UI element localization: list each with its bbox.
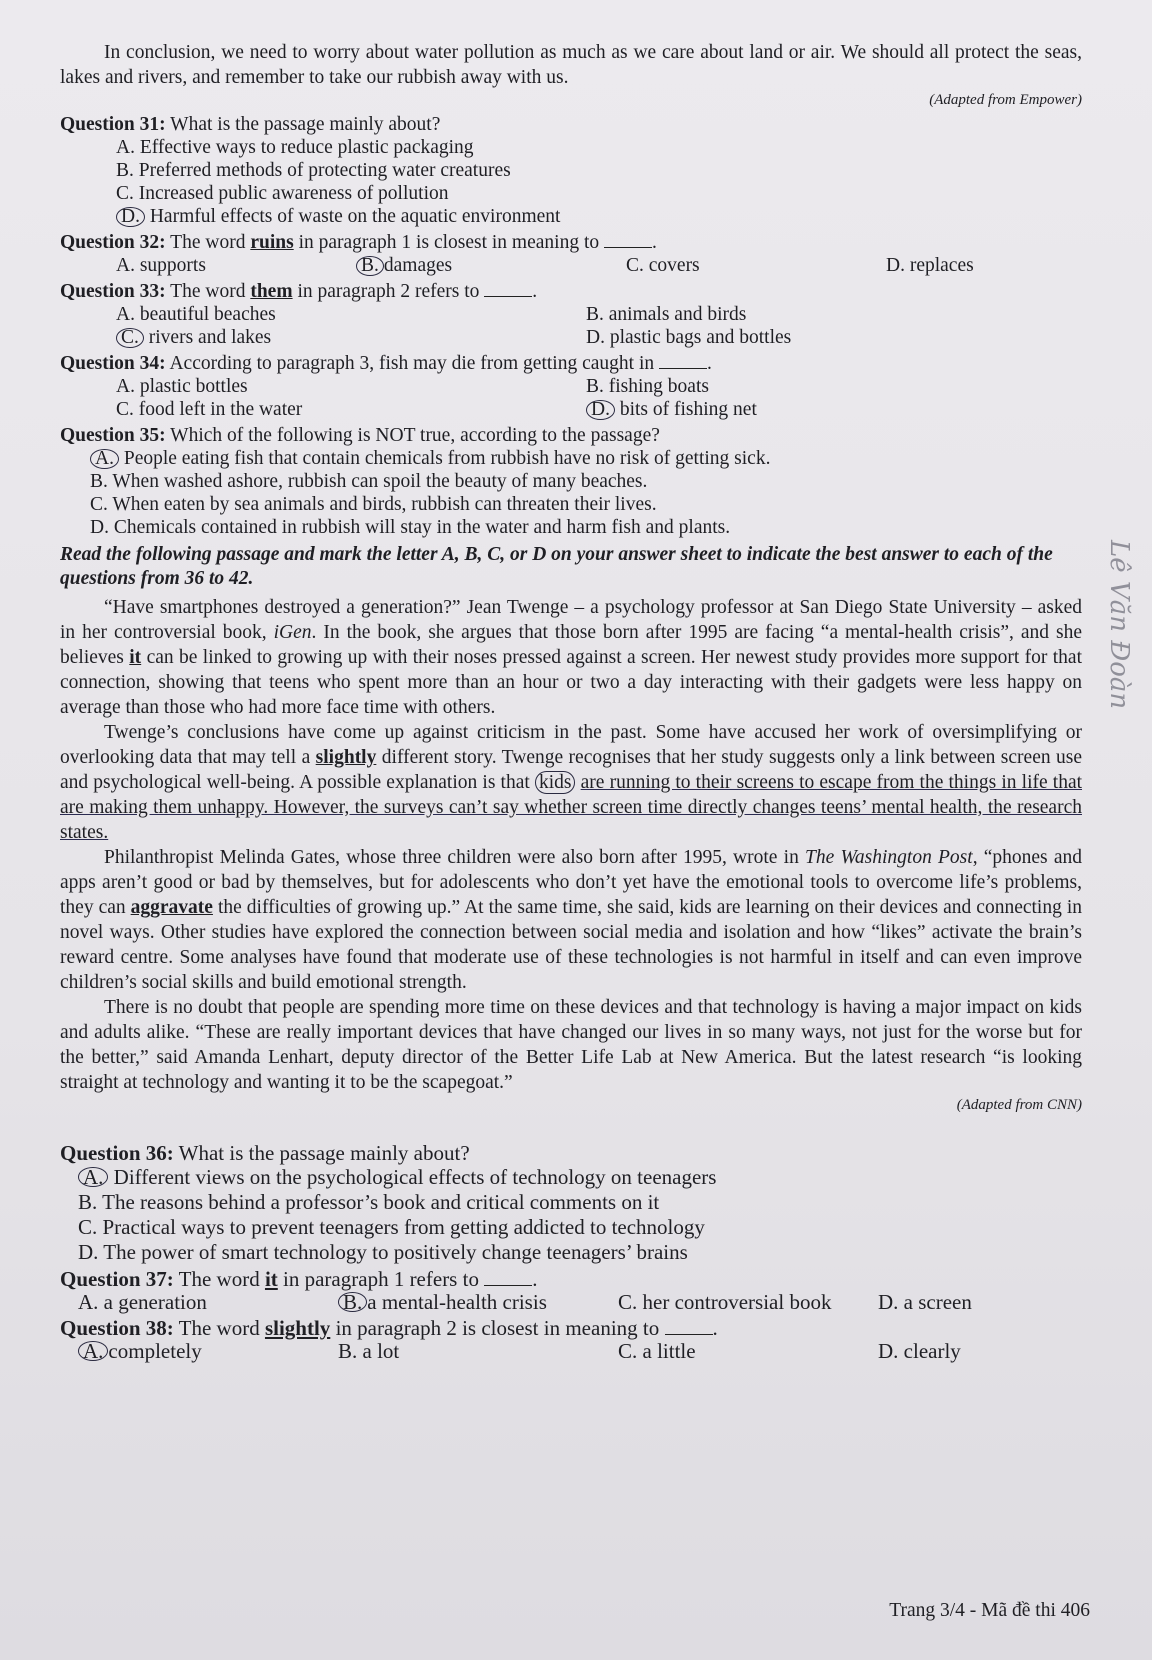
- q35-option-d[interactable]: D. Chemicals contained in rubbish will stay in the water and harm fish and plants.: [90, 517, 731, 538]
- passage-paragraph-3: [60, 845, 1082, 995]
- q32-b-text: damages: [383, 255, 453, 276]
- q33-word: them: [250, 281, 293, 302]
- q38-option-b[interactable]: B. a lot: [338, 1339, 400, 1363]
- conclusion-paragraph: In conclusion, we need to worry about water pollution as much as we care about land or air. We should all protect the seas, lakes and rivers, and remember to take our rubbish away with us.: [60, 42, 1082, 88]
- question-34: Question 34: According to paragraph 3, fish may die from getting caught in . A. plastic bottles B. fishing boats C. food left in the water D. bits of fishing net: [60, 352, 1082, 421]
- q35-option-a[interactable]: [90, 447, 1082, 470]
- p3-newspaper: The Washington Post: [805, 847, 973, 868]
- handwritten-signature: Lê Văn Đoàn: [1104, 540, 1134, 710]
- q34-d-circle: D.: [586, 400, 615, 420]
- q33-pre: The word: [170, 281, 246, 302]
- q37-b-text: a mental-health crisis: [367, 1290, 547, 1314]
- q37-label: Question 37:: [60, 1267, 174, 1291]
- p3-part-a: Philanthropist Melinda Gates, whose three children were also born after 1995, wrote in: [104, 847, 799, 868]
- q33-c-circle: C.: [116, 328, 144, 348]
- q38-a-circle: A.: [78, 1341, 108, 1361]
- q31-d-text: Harmful effects of waste on the aquatic environment: [149, 206, 561, 227]
- q34-option-b[interactable]: B. fishing boats: [586, 376, 709, 397]
- q32-label: Question 32:: [60, 232, 166, 253]
- p3-part-b: , “phones and apps aren’t good or bad by themselves, but for adolescents who don’t yet have the emotional tools to overcome life’s problems, they can: [60, 847, 1082, 918]
- p2-word-kids: kids: [535, 771, 576, 794]
- q35-option-c[interactable]: C. When eaten by sea animals and birds, rubbish can threaten their lives.: [90, 494, 657, 515]
- q37-b-circle: B.: [338, 1292, 367, 1312]
- p1-part-c: can be linked to growing up with their noses pressed against a screen. Her newest study provides more support for that connection, showing that teens who spent more than an hour or two a day interacting with their gadgets were less happy on average than those who had more face time with others.: [60, 647, 1082, 718]
- q31-option-b[interactable]: B. Preferred methods of protecting water creatures: [116, 160, 511, 181]
- question-38: Question 38: The word slightly in paragraph 2 is closest in meaning to . A. completely B. a lot C. a little D. clearly: [60, 1317, 1082, 1363]
- q38-blank: [665, 1320, 713, 1335]
- q32-option-a[interactable]: A. supports: [116, 255, 206, 276]
- q34-d-text: bits of fishing net: [619, 399, 757, 420]
- q38-option-d[interactable]: D. clearly: [878, 1339, 961, 1363]
- q37-option-c[interactable]: C. her controversial book: [618, 1290, 832, 1314]
- q34-option-c[interactable]: C. food left in the water: [116, 399, 303, 420]
- q31-label: Question 31:: [60, 114, 166, 135]
- q35-a-text: People eating fish that contain chemicals from rubbish have no risk of getting sick.: [123, 448, 771, 469]
- q33-option-a[interactable]: A. beautiful beaches: [116, 304, 276, 325]
- q35-text: Which of the following is NOT true, according to the passage?: [170, 425, 660, 446]
- q38-a-text: completely: [108, 1339, 202, 1363]
- q34-option-d[interactable]: [586, 398, 1082, 421]
- q33-option-b[interactable]: B. animals and birds: [586, 304, 747, 325]
- q36-label: Question 36:: [60, 1141, 174, 1165]
- q33-option-d[interactable]: D. plastic bags and bottles: [586, 327, 792, 348]
- source-empower: (Adapted from Empower): [929, 92, 1082, 108]
- q38-word: slightly: [264, 1316, 331, 1340]
- q34-blank: [659, 354, 707, 369]
- q36-option-d[interactable]: D. The power of smart technology to positively change teenagers’ brains: [78, 1240, 688, 1264]
- passage-paragraph-1: [60, 595, 1082, 720]
- q31-option-a[interactable]: A. Effective ways to reduce plastic packaging: [116, 137, 474, 158]
- question-35: [60, 424, 1082, 539]
- q35-label: Question 35:: [60, 425, 166, 446]
- p1-part-b: . In the book, she argues that those born after 1995 are facing “a mental-health crisis”, and she believes: [60, 622, 1082, 668]
- page-footer: Trang 3/4 - Mã đề thi 406: [889, 1600, 1090, 1621]
- q36-a-circle: A.: [78, 1167, 108, 1187]
- q38-post: in paragraph 2 is closest in meaning to: [335, 1316, 660, 1340]
- q37-option-a[interactable]: A. a generation: [78, 1290, 207, 1314]
- q38-option-c[interactable]: C. a little: [618, 1339, 696, 1363]
- passage-paragraph-2: [60, 720, 1082, 845]
- p2-word-slightly: slightly: [315, 747, 377, 768]
- q33-option-c[interactable]: [116, 326, 586, 349]
- q36-option-b[interactable]: B. The reasons behind a professor’s book and critical comments on it: [78, 1190, 660, 1214]
- q31-d-circle: D.: [116, 207, 145, 227]
- q35-option-b[interactable]: B. When washed ashore, rubbish can spoil the beauty of many beaches.: [90, 471, 648, 492]
- q32-blank: [604, 233, 652, 248]
- q36-a-text: Different views on the psychological effects of technology on teenagers: [113, 1165, 717, 1189]
- q32-b-circle: B.: [356, 256, 384, 276]
- q36-text: What is the passage mainly about?: [178, 1141, 470, 1165]
- question-33: Question 33: The word them in paragraph 2 refers to . A. beautiful beaches B. animals and birds C. rivers and lakes D. plastic bags and bottles: [60, 280, 1082, 349]
- q32-option-c[interactable]: C. covers: [626, 255, 700, 276]
- q34-text: According to paragraph 3, fish may die from getting caught in: [169, 353, 655, 374]
- q37-post: in paragraph 1 refers to: [283, 1267, 479, 1291]
- p1-book-title: iGen: [273, 622, 312, 643]
- p2-part-c: are running to their screens to escape from the things in life that are making them unhappy. However, the surveys can’t say whether screen time directly changes teens’ mental health, the research states.: [60, 772, 1083, 843]
- q37-pre: The word: [178, 1267, 260, 1291]
- question-37: Question 37: The word it in paragraph 1 refers to . A. a generation B. a mental-health crisis C. her controversial book D. a screen: [60, 1268, 1082, 1314]
- q37-option-b[interactable]: [338, 1291, 618, 1314]
- q32-option-d[interactable]: D. replaces: [886, 255, 974, 276]
- p1-word-it: it: [129, 647, 142, 668]
- q31-option-d[interactable]: [116, 205, 1082, 228]
- question-31: [60, 113, 1082, 228]
- q36-option-c[interactable]: C. Practical ways to prevent teenagers from getting addicted to technology: [78, 1215, 705, 1239]
- q33-blank: [484, 282, 532, 297]
- q33-post: in paragraph 2 refers to: [297, 281, 480, 302]
- passage-paragraph-4: There is no doubt that people are spending more time on these devices and that technology is having a major impact on kids and adults alike. “These are really important devices that have changed our lives in so many ways, not just for the worse but for the better,” said Amanda Lenhart, deputy director of the Better Life Lab at New America. But the latest research “is looking straight at technology and wanting it to be the scapegoat.”: [60, 997, 1082, 1093]
- q36-option-a[interactable]: [78, 1165, 1082, 1190]
- reading-instruction: Read the following passage and mark the letter A, B, C, or D on your answer sheet to indicate the best answer to each of the questions from 36 to 42.: [60, 544, 1053, 589]
- q32-post: in paragraph 1 is closest in meaning to: [298, 232, 600, 253]
- p2-part-a: Twenge’s conclusions have come up against criticism in the past. Some have accused her work of oversimplifying or overlooking data that may tell a: [60, 722, 1082, 768]
- q33-c-text: rivers and lakes: [148, 327, 272, 348]
- q37-option-d[interactable]: D. a screen: [878, 1290, 972, 1314]
- q34-label: Question 34:: [60, 353, 166, 374]
- q38-option-a[interactable]: [78, 1340, 338, 1363]
- q37-word: it: [264, 1267, 278, 1291]
- question-32: Question 32: The word ruins in paragraph 1 is closest in meaning to . A. supports B. damages C. covers D. replaces: [60, 231, 1082, 277]
- p2-part-b: different story. Twenge recognises that her study suggests only a link between screen use and psychological well-being. A possible explanation is that: [60, 747, 1083, 793]
- p1-part-a: “Have smartphones destroyed a generation?” Jean Twenge – a psychology professor at San Diego State University – asked in her controversial book,: [60, 597, 1082, 643]
- p3-part-c: the difficulties of growing up.” At the same time, she said, kids are learning on their devices and connecting in novel ways. Other studies have explored the connection between social media and isolation and how “likes” activate the brain’s reward centre. Some analyses have found that moderate use of these technologies is not harmful in itself and can even improve children’s social skills and build emotional strength.: [60, 897, 1083, 993]
- q37-blank: [484, 1271, 532, 1286]
- q32-pre: The word: [170, 232, 246, 253]
- q31-text: What is the passage mainly about?: [170, 114, 441, 135]
- q38-label: Question 38:: [60, 1316, 174, 1340]
- q32-option-b[interactable]: [356, 254, 626, 277]
- p3-word-aggravate: aggravate: [130, 897, 213, 918]
- q33-label: Question 33:: [60, 281, 166, 302]
- source-cnn: (Adapted from CNN): [956, 1097, 1082, 1113]
- q31-option-c[interactable]: C. Increased public awareness of pollution: [116, 183, 449, 204]
- q38-pre: The word: [178, 1316, 260, 1340]
- q35-a-circle: A.: [90, 449, 119, 469]
- q34-option-a[interactable]: A. plastic bottles: [116, 376, 248, 397]
- question-36: [60, 1142, 1082, 1265]
- q32-word: ruins: [250, 232, 294, 253]
